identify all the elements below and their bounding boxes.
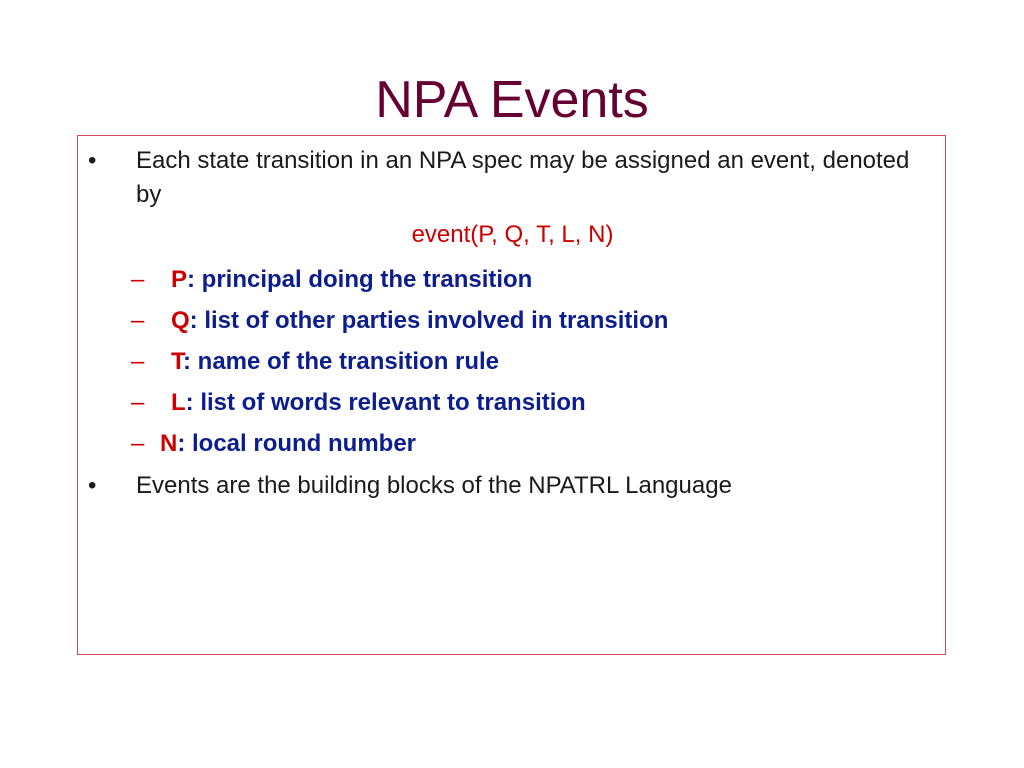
param-item-l	[131, 386, 586, 420]
bullet-marker: •	[88, 472, 97, 499]
dash-marker: –	[131, 348, 145, 375]
param-desc: : local round number	[177, 430, 417, 457]
param-desc: : list of other parties involved in transition	[189, 307, 669, 334]
slide-title: NPA Events	[375, 71, 649, 129]
bullet-marker: •	[88, 147, 97, 174]
param-item-t	[131, 345, 499, 379]
param-item-p	[131, 263, 532, 297]
param-key: Q	[171, 307, 190, 334]
param-item-n	[131, 427, 416, 461]
param-key: N	[160, 430, 178, 457]
param-desc: : list of words relevant to transition	[185, 389, 586, 416]
content-box	[77, 135, 946, 655]
dash-marker: –	[131, 266, 145, 293]
event-formula: event(P, Q, T, L, N)	[411, 221, 614, 248]
param-desc: : name of the transition rule	[183, 348, 500, 375]
dash-marker: –	[131, 430, 145, 457]
dash-marker: –	[131, 307, 145, 334]
param-desc: : principal doing the transition	[187, 266, 533, 293]
param-key: T	[171, 348, 183, 375]
bullet-text: Events are the building blocks of the NPATRL Language	[136, 472, 732, 499]
param-key: P	[171, 266, 188, 293]
bullet-text: Each state transition in an NPA spec may be assigned an event, denoted by	[136, 147, 910, 208]
param-item-q	[131, 304, 668, 338]
dash-marker: –	[131, 389, 145, 416]
param-key: L	[171, 389, 186, 416]
